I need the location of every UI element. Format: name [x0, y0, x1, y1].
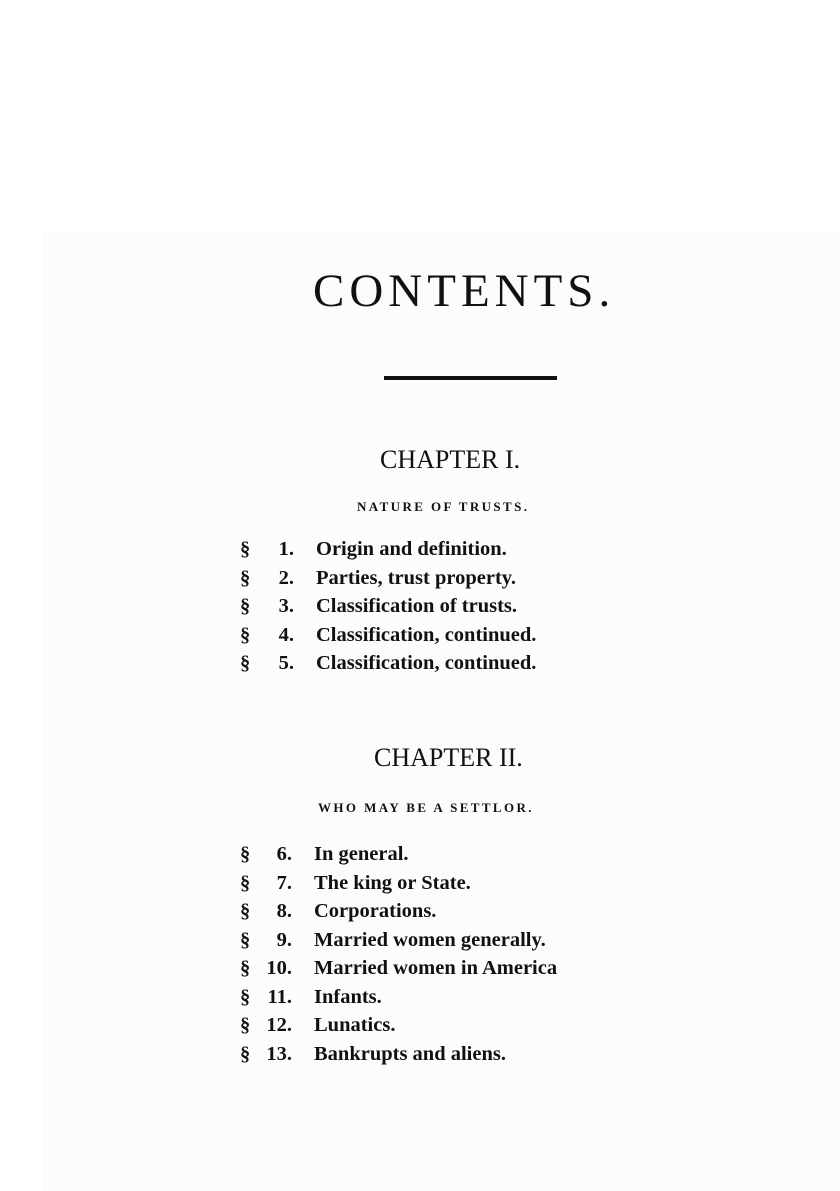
- section-title: The king or State.: [314, 871, 471, 894]
- section-number: 12.: [266, 1014, 292, 1036]
- section-title: Classification, continued.: [316, 652, 537, 674]
- section-mark: §: [240, 652, 251, 674]
- section-number: 8.: [276, 900, 292, 922]
- chapter-1-heading: CHAPTER I.: [380, 445, 521, 474]
- section-number: 6.: [276, 843, 292, 865]
- chapter-2-subtitle: WHO MAY BE A SETTLOR.: [318, 800, 534, 815]
- section-number: 9.: [276, 928, 292, 951]
- chapter-2-heading: CHAPTER II.: [374, 743, 523, 772]
- section-mark: §: [240, 566, 251, 589]
- section-number: 13.: [266, 1042, 292, 1065]
- section-number: 7.: [276, 871, 292, 894]
- section-number: 2.: [278, 566, 294, 589]
- section-mark: §: [240, 985, 251, 1008]
- section-mark: §: [240, 957, 251, 979]
- section-title: Classification of trusts.: [316, 595, 518, 617]
- section-title: Married women in America: [314, 957, 558, 979]
- section-mark: §: [240, 1042, 251, 1065]
- section-mark: §: [240, 595, 251, 617]
- section-mark: §: [240, 928, 251, 951]
- section-number: 1.: [278, 538, 294, 560]
- section-number: 11.: [267, 985, 292, 1008]
- section-title: Bankrupts and aliens.: [314, 1042, 506, 1065]
- section-mark: §: [240, 623, 251, 646]
- section-number: 10.: [266, 957, 292, 979]
- section-mark: §: [240, 538, 251, 560]
- section-mark: §: [240, 843, 251, 865]
- section-title: Married women generally.: [314, 928, 546, 951]
- section-title: Classification, continued.: [316, 623, 537, 646]
- page-title: CONTENTS.: [313, 265, 616, 317]
- section-number: 3.: [278, 595, 294, 617]
- title-divider: [384, 376, 557, 380]
- section-title: In general.: [314, 843, 409, 865]
- section-mark: §: [240, 900, 251, 922]
- chapter-1-subtitle: NATURE OF TRUSTS.: [357, 499, 530, 514]
- section-number: 4.: [278, 623, 294, 646]
- section-mark: §: [240, 871, 251, 894]
- section-title: Lunatics.: [314, 1014, 396, 1036]
- section-title: Corporations.: [314, 900, 437, 922]
- section-title: Infants.: [314, 985, 382, 1008]
- section-title: Parties, trust property.: [316, 566, 517, 589]
- section-title: Origin and definition.: [316, 538, 507, 560]
- section-number: 5.: [278, 652, 294, 674]
- section-mark: §: [240, 1014, 251, 1036]
